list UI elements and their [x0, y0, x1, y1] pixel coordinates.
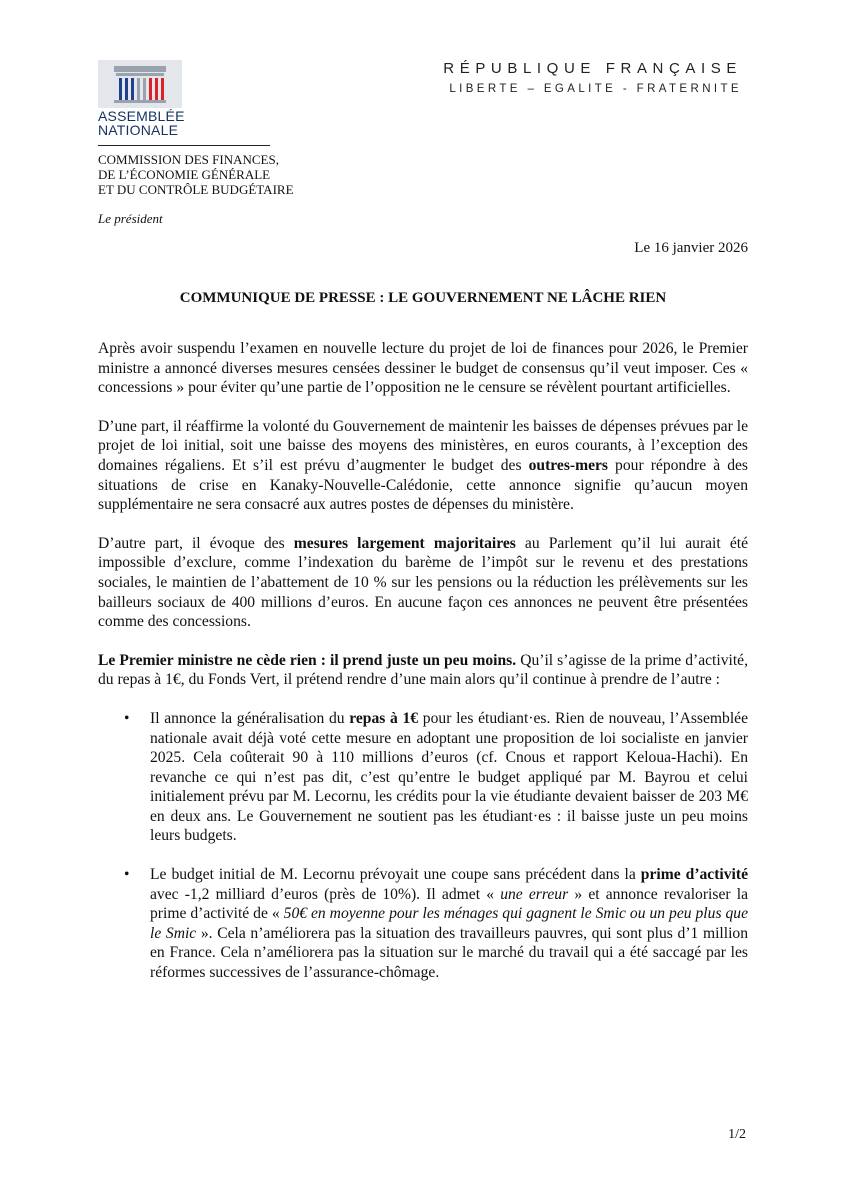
republique-motto: LIBERTE – EGALITE - FRATERNITE [449, 83, 742, 95]
commission-line-1: COMMISSION DES FINANCES, [98, 152, 279, 167]
republique-title: RÉPUBLIQUE FRANÇAISE [443, 60, 742, 77]
emphasis-repas: repas à 1€ [349, 709, 419, 727]
assemblee-nationale-logo [98, 60, 185, 144]
document-body [98, 339, 748, 1002]
list-item-prime-activite: • Le budget initial de M. Lecornu prévoyait une coupe sans précédent dans la prime d’activité avec -1,2 milliard d’euros (près de 10%). Il admet « une erreur » et annonce revaloriser la prime d’activité de « 50€ en moyenne pour les ménages qui gagnent le Smic ou un peu plus que le Smic ». Cela n’améliorera pas la situation des travailleurs pauvres, qui sont plus d’1 million en France. Cela n’améliorera pas la situation sur le marché du travail qui a été saccagé par les réformes successives de l’assurance-chômage. [124, 866, 749, 982]
republique-header [443, 60, 742, 96]
emphasis-lead-sentence: Le Premier ministre ne cède rien : il prend juste un peu moins. [98, 651, 517, 669]
bullet-icon: • [124, 709, 130, 727]
hemicycle-icon [98, 60, 182, 108]
quote-50-euros: 50€ en moyenne pour les ménages qui gagnent le Smic ou un peu plus que le Smic [150, 905, 748, 942]
paragraph-premier-ministre: Le Premier ministre ne cède rien : il prend juste un peu moins. Qu’il s’agisse de la prime d’activité, du repas à 1€, du Fonds Vert, il prétend rendre d’une main alors qu’il continue à prendre de l’autre : [98, 651, 748, 689]
emphasis-outres-mers: outres-mers [528, 456, 608, 474]
document-date: Le 16 janvier 2026 [634, 240, 748, 256]
commission-name [98, 152, 294, 197]
logo-wordmark-line-2: NATIONALE [98, 122, 179, 138]
header-divider [98, 145, 270, 146]
quote-erreur: une erreur [500, 885, 569, 903]
president-label: Le président [98, 211, 163, 226]
emphasis-mesures-majoritaires: mesures largement majoritaires [293, 534, 516, 552]
page-number: 1/2 [728, 1127, 746, 1142]
bullet-icon: • [124, 866, 130, 884]
list-item-repas: • Il annonce la généralisation du repas à 1€ pour les étudiant·es. Rien de nouveau, l’Assemblée nationale avait déjà voté cette mesure en adoptant une proposition de loi socialiste en janvier 2025. Cela coûterait 90 à 110 millions d’euros (cf. Cnous et rapport Keloua-Hachi). En revanche ce qui n’est pas dit, c’est qu’entre le budget appliqué par M. Bayrou et celui initialement prévu par M. Lecornu, les crédits pour la vie étudiante devaient baisser de 203 M€ en deux ans. Le Gouvernement ne soutient pas les étudiant·es : il baisse juste un peu moins leurs budgets. [124, 709, 748, 845]
paragraph-second-hand: D’autre part, il évoque des mesures largement majoritaires au Parlement qu’il lui aurait été impossible d’exclure, comme l’indexation du barème de l’impôt sur le revenu et des prestations sociales, le maintien de l’abattement de 10 % sur les pensions ou la réduction les prélèvements sur les bailleurs sociaux de 400 millions d’euros. En aucune façon ces annonces ne peuvent être présentées comme des concessions. [98, 534, 749, 631]
paragraph-first-hand: D’une part, il réaffirme la volonté du Gouvernement de maintenir les baisses de dépenses prévues par le projet de loi initial, soit une baisse des moyens des ministères, en euros courants, à l’exception des domaines régaliens. Et s’il est prévu d’augmenter le budget des outres-mers pour répondre à des situations de crise en Kanaky-Nouvelle-Calédonie, cette annonce signifie qu’aucun moyen supplémentaire ne sera consacré aux autres postes de dépenses du ministère. [98, 417, 748, 514]
logo-wordmark-line-1: ASSEMBLÉE [98, 108, 185, 124]
press-release-title: COMMUNIQUE DE PRESSE : LE GOUVERNEMENT NE LÂCHE RIEN [179, 290, 667, 306]
logo-wordmark [98, 109, 185, 137]
measures-list [98, 709, 748, 983]
commission-line-3: ET DU CONTRÔLE BUDGÉTAIRE [98, 182, 294, 197]
emphasis-prime-activite: prime d’activité [640, 866, 748, 884]
commission-line-2: DE L’ÉCONOMIE GÉNÉRALE [98, 167, 271, 182]
paragraph-intro: Après avoir suspendu l’examen en nouvelle lecture du projet de loi de finances pour 2026, le Premier ministre a annoncé diverses mesures censées dessiner le budget de consensus qu’il veut imposer. Ces « concessions » pour éviter qu’une partie de l’opposition ne le censure se révèlent pourtant artificielles. [98, 340, 748, 397]
